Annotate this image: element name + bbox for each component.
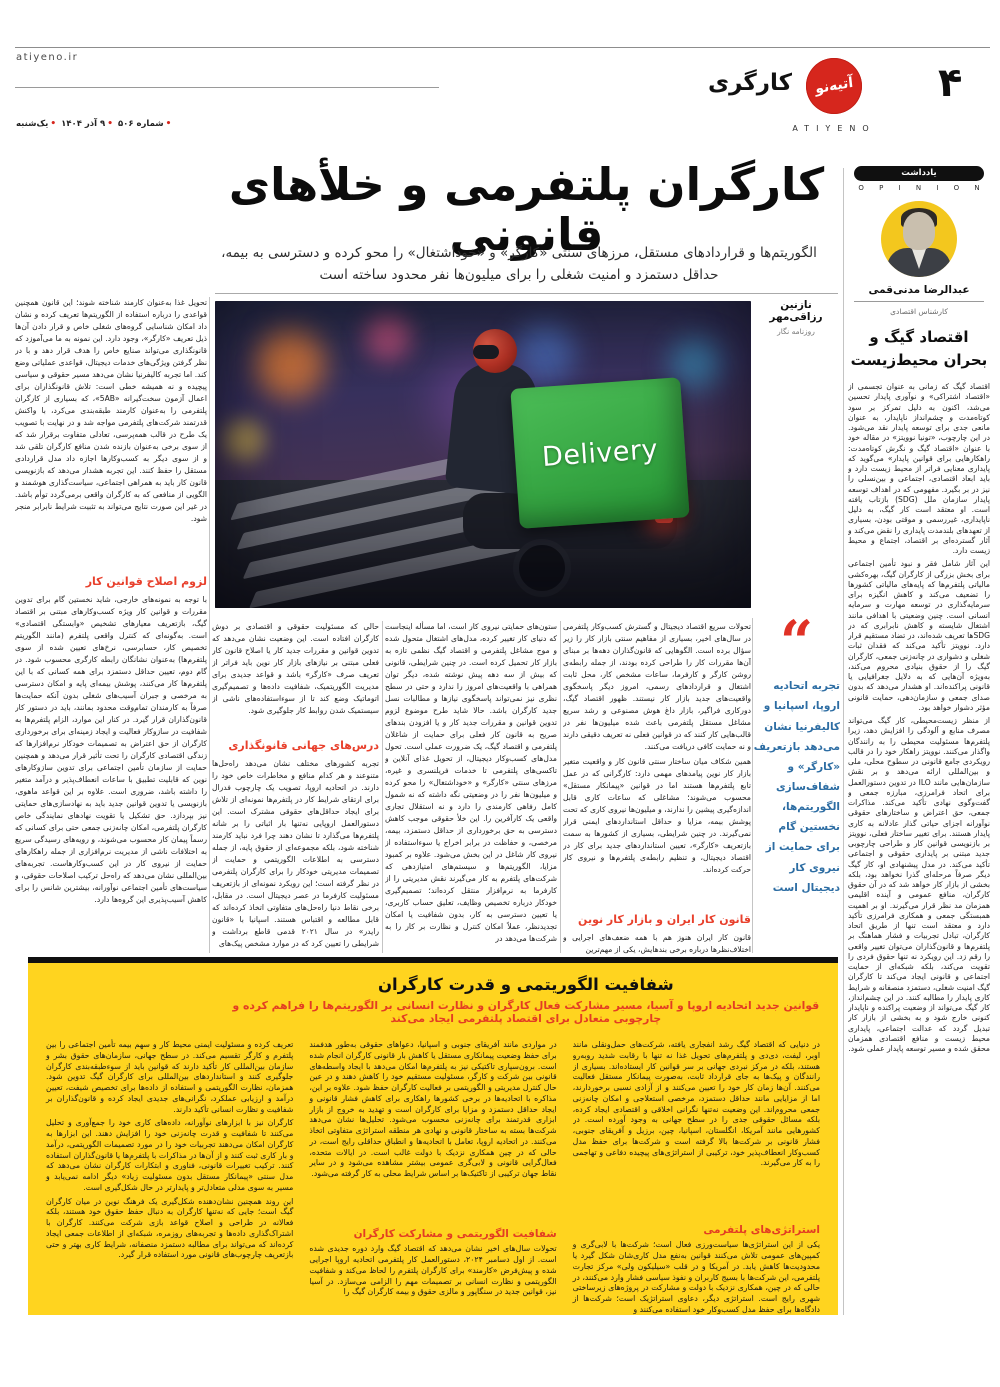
- opinion-sidebar: [848, 166, 990, 1280]
- opinion-badge: یادداشت: [854, 166, 984, 181]
- section-heading-global-lessons: درس‌های جهانی قانونگذاری: [228, 739, 379, 752]
- paragraph: کارگران نیز با ابزارهای نوآورانه، داده‌های کاری خود را جمع‌آوری و تحلیل می‌کنند تا شفافیت و قدرت چانه‌زنی خود را افزایش دهند. این ابزارها به کارگران امکان می‌دهند تجربیات خود را در مورد تصمیمات الگوریتمی، درآمد و بار کاری ثبت کنند و از آن‌ها در مذاکرات با پلتفرم‌ها یا قانون‌گذاران استفاده کنند. ترکیب تغییرات قانونی، فناوری و ابتکارات کارگران نشان می‌دهد که مدل سنتی «پیمانکار مستقل بدون مسئولیت زیاد» دیگر ادامه نمی‌یابد و مسیر به سوی مدلی متعادل‌تر و پایدارتر در حال شکل‌گیری است.: [46, 1118, 294, 1192]
- feature-box: [28, 957, 838, 1315]
- subheadline: الگوریتم‌ها و قراردادهای مستقل، مرزهای سنتی «کارگر» و «خوداشتغال» را محو کرده و دسترسی به بیمه، حداقل دستمزد و امنیت شغلی را برای میلیون‌ها نفر محدود ساخته است: [221, 245, 817, 283]
- paragraph: تحولات سریع اقتصاد دیجیتال و گسترش کسب‌وکار پلتفرمی در سال‌های اخیر، بسیاری از مفاهیم سنتی بازار کار را زیر سؤال برده است. الگوهایی که قانون‌گذاران دهه‌ها بر مبنای آن‌ها مقررات کار را طراحی کرده بودند، از جمله رابطه‌ی روشن کارگر و کارفرما، ساعات مشخص کار، محل ثابت اشتغال و قراردادهای رسمی، امروز دیگر پاسخگوی واقعیت‌های جدید بازار کار نیستند. ظهور اقتصاد گیگ، دورکاری فراگیر، بازار داغ هوش مصنوعی و رشد سریع مشاغل مستقل پلتفرمی باعث شده میلیون‌ها نفر در قالب‌هایی کار کنند که در قوانین فعلی نه تعریف دقیقی دارند و نه حمایت کافی دریافت می‌کنند.: [563, 622, 751, 751]
- quote-mark-icon: “: [779, 608, 814, 676]
- column-paragraphs: [309, 1040, 556, 1222]
- logo-text: آتیه‌نو: [814, 74, 854, 98]
- feature-subtitle: قوانین جدید اتحادیه اروپا و آسیا، مسیر مشارکت فعال کارگران و نظارت انسانی بر الگوریتم‌ها را فراهم کرده و چارچوبی متعادل برای اقتصاد پلتفرمی ایجاد می‌کند: [232, 999, 820, 1025]
- body-column-2: [385, 621, 557, 955]
- paragraph: این آثار شامل فقر و نبود تأمین اجتماعی برای بخش بزرگی از کارگران گیگ، بهره‌کشی مالیاتی پلتفرم‌ها که پایه‌های مالیاتی کشورها را تضعیف می‌کند و کاهش انگیزه برای سرمایه‌گذاری در توسعه مهارت و سرمایه انسانی است. چنین وضعیتی با اهدافی مانند اشتغال شایسته و کاهش نابرابری که در SDGها تعریف شده‌اند، در تضاد مستقیم قرار دارد. نوویتز تأکید می‌کند که فقدان ثبات شغلی و دشواری در چانه‌زنی جمعی، کارگران گیگ را از حقوق بنیادی محروم می‌کند، به‌ویژه آن‌هایی که به دلایل جغرافیایی یا قانونی پراکنده‌اند. او هشدار می‌دهد که بدون صدای جمعی و سازمان‌دهی، حمایت قانونی مؤثر دشوار خواهد بود.: [848, 559, 990, 712]
- paragraph: در دنیایی که اقتصاد گیگ رشد انفجاری یافته، شرکت‌های حمل‌ونقلی مانند اوبر، لیفت، دی‌دی و پلتفرم‌های تحویل غذا نه تنها با رقابت شدید روبه‌رو هستند، بلکه در مرکز نبردی جهانی بر سر قوانین کار ایستاده‌اند. بسیاری از رانندگان و پیک‌ها به جای قرارداد ثابت، به‌صورت پیمانکار مستقل فعالیت می‌کنند. آن‌ها زمان کار خود را تعیین می‌کنند و از آزادی نسبی برخوردارند، اما از مزایایی مانند حداقل دستمزد، مرخصی استعلاجی و امکان چانه‌زنی جمعی محروم‌اند. این وضعیت نه‌تنها نگرانی اخلاقی و اقتصادی ایجاد کرده، بلکه مسائل حقوقی جدی را در سطح جهانی به وجود آورده است. در کشورهایی مانند آمریکا، انگلستان، اسپانیا، چین، برزیل و آفریقای جنوبی، فشار قانونی بر شرکت‌ها بالا گرفته است و شرکت‌ها برای حفظ مدل کسب‌وکار انعطاف‌پذیر خود، ترکیبی از استراتژی‌های پیچیده دفاعی و تهاجمی را به کار می‌گیرند.: [572, 1040, 820, 1168]
- column-rule: [560, 621, 561, 953]
- column-paragraphs: [212, 621, 379, 731]
- paragraph: از منظر زیست‌محیطی، کار گیگ می‌تواند مصرف منابع و آلودگی را افزایش دهد، زیرا پلتفرم‌ها مسئولیت محیطی را به رانندگان واگذار می‌کنند. نوویتز راهکار خود را در قالب رویکردی جامع قانونی در سطوح محلی، ملی و بین‌المللی ارائه می‌دهد و بر نقش سازمان‌هایی مانند ILO در تدوین دستورالعمل برای اتحاد فرامرزی، مبارزه جمعی و گفت‌وگوی نهادی تأکید می‌کند. مذاکرات جمعی، حق اعتراض و ساختارهای حقوقی نوآورانه اجزای حیاتی گذار عادلانه به کاری پایدار هستند. برای تغییر ساختار فعلی، نوویتز بر بازنویسی قوانین کار و طراحی چارچوبی جدید مبتنی بر پایداری حقوقی و اجتماعی تأکید می‌کند. در مدل پیشنهادی او، کار گیگ دیگر صرفاً مرحله‌ای گذرا نخواهد بود، بلکه بخشی از بازار کار خواهد شد که در آن حقوق کارگران، منافع عمومی و آینده اقلیمی همزمان مد نظر قرار می‌گیرند. او بر اهمیت همبستگی جمعی و همکاری فرامرزی تأکید دارد و معتقد است تنها از طریق اتحاد کارگران، تبادل تجربیات و فشار هماهنگ بر پلتفرم‌ها و قانون‌گذاران می‌توان تغییر واقعی را رقم زد. این رویکرد نه تنها حقوق فردی را تقویت می‌کند، بلکه شبکه‌ای از حمایت اجتماعی و قانونی ایجاد می‌کند تا کارگران گیگ امنیت شغلی، دستمزد منصفانه و شرایط کاری پایدار را مطالبه کنند. در این چشم‌انداز، کار گیگ می‌تواند از وضعیت پراکنده و ناپایدار کنونی خارج شود و به بخشی از بازار کار تبدیل گردد که عدالت اجتماعی، پایداری محیط زیست و منافع اقتصادی همزمان محقق شده و مسیر توسعه پایدار عملی شود.: [848, 716, 990, 1053]
- body-column-1: [563, 621, 751, 955]
- paragraph: همین شکاف میان ساختار سنتی قانون کار و واقعیت متغیر بازار کار نوین پیامدهای مهمی دارد: کارگرانی که در عمل تابع پلتفرم‌ها هستند اما در قوانین «پیمانکار مستقل» محسوب می‌شوند؛ مشاغلی که ساعات کاری قابل اندازه‌گیری پیشین را ندارند، و میلیون‌ها نیروی کاری که تحت پوشش بیمه، مزایا و حداقل استانداردهای ایمنی قرار نمی‌گیرند. در چنین شرایطی، بسیاری از کشورها به سمت بازتعریف «کارگر»، تعیین استانداردهای جدید برای کار در اقتصاد دیجیتال، و تنظیم رابطه‌ی پلتفرم‌ها و نیروی کار حرکت کرده‌اند.: [563, 756, 751, 874]
- paragraph: تجربه کشورهای مختلف نشان می‌دهد راه‌حل‌ها متنوعند و هر کدام منافع و مخاطرات خاص خود را دارند. در اتحادیه اروپا، تصویب یک چارچوب فدرال برای ارتقای شرایط کار در پلتفرم‌ها نمونه‌ای از تلاش برای ایجاد حداقل‌های حقوقی مشترک است. این دستورالعمل اروپایی نه‌تنها بار اثباتی را بر شانه پلتفرم‌ها می‌گذارد تا نشان دهند چرا فرد نباید کارمند شناخته شود، بلکه مجموعه‌ای از حقوق پایه، از جمله دسترسی به اطلاعات الگوریتمی و حمایت از تصمیمات مدیریتی خودکار را برای کارگران پلتفرمی در نظر گرفته است؛ این رویکرد نمونه‌ای از بازتعریف مسئولیت کارفرما در عصر دیجیتال است. در مقابل، برخی نقاط دنیا راه‌حل‌های متفاوتی اتخاذ کرده‌اند که قابل مطالعه و اقتباس هستند. اسپانیا با «قانون رایدر» در سال ۲۰۲۱ قدمی قاطع برداشت و شرایطی را تعیین کرد که در موارد مشخص پیک‌های: [212, 759, 379, 949]
- sidebar-rule: [843, 168, 844, 1315]
- opinion-title: اقتصاد گیگ و بحران محیط‌زیست: [850, 328, 988, 369]
- paragraph: حالی که مسئولیت حقوقی و اقتصادی بر دوش کارگران افتاده است. این وضعیت نشان می‌دهد که تدوین قوانین و مقررات جدید کار یا اصلاح قانون کار فعلی مبتنی بر نیازهای بازار کار نوین باید فراتر از تعریف صرف «کارگر» باشد و قواعد جدیدی برای مدیریت الگوریتمیک، شفافیت داده‌ها و تصمیم‌گیری اتوماتیک وضع کند تا از سوءاستفاده‌های ناشی از سیستمیک شدن روابط کار جلوگیری شود.: [212, 622, 379, 715]
- article-photo-delivery-rider: [215, 301, 751, 608]
- date-line: [16, 119, 171, 129]
- opinion-author-role: کارشناس اقتصادی: [890, 307, 948, 316]
- headline-rule: [215, 293, 838, 294]
- paragraph: تحویل غذا به‌عنوان کارمند شناخته شوند؛ این قانون همچنین قواعدی را درباره استفاده از الگوریتم‌ها تعریف کرده و نشان داد امکان شناسایی گروه‌های شغلی خاص و قرار دادن آن‌ها ذیل تعریف «کارگر»، وجود دارد. این نمونه به ما می‌آموزد که قانونگذاری می‌تواند صنایع خاص را هدف قرار دهد و با در نظر گرفتن ویژگی‌های خدمات دیجیتال، قواعدی عملیاتی وضع کند. اما تجربه کالیفرنیا نشان می‌دهد مسیر حقوقی و سیاسی پیچیده و نه همیشه خطی است: تلاش قانونگذاران برای اعمال آزمون سخت‌گیرانه «5AB»، که بسیاری از کارگران پلتفرمی را به‌عنوان کارمند طبقه‌بندی می‌کرد، با واکنش قدرتمند شرکت‌های پلتفرمی مواجه شد و در نهایت با تصویب یک طرح در قالب همه‌پرسی، تعادلی متفاوت برقرار شد که از سوی برخی به‌عنوان بازنده شدن منافع کارگران تلقی شد و از سوی دیگر به کسب‌وکارها اجازه داد مدل قراردادی مستقل را حفظ کنند. این تجربه هشدار می‌دهد که بازنویسی قانون کار باید به همراهی اجتماعی، سیاست‌گذاری هوشمند و الگویی از منافعی که به کارگران واقعی برمی‌گردد توأم باشد. در غیر این صورت نتایج می‌تواند به تثبیت شرایط نابرابر منجر شود.: [15, 298, 207, 523]
- issue-number: • شماره ۵۰۶: [118, 119, 171, 129]
- author-avatar: [881, 201, 957, 277]
- feature-heading-platform-strategies: استراتژی‌های پلتفرمی: [703, 1224, 820, 1236]
- avatar-face: [903, 212, 935, 250]
- section-heading-law-reform: لزوم اصلاح قوانین کار: [85, 575, 207, 588]
- delivery-box-label: Delivery: [541, 433, 659, 473]
- paragraph: یکی از این استراتژی‌ها سیاست‌ورزی فعال است؛ شرکت‌ها با لابی‌گری و کمپین‌های عمومی تلاش می‌کنند قوانین به‌نفع مدل کاری‌شان شکل گیرد یا محدودیت‌ها کاهش یابد. در آمریکا و در قلب «سیلیکون ولی» مرکز تجارت پلتفرمی، این شرکت‌ها با بسیج کاربران و نفوذ سیاسی فشار وارد می‌کنند، در حالی که در چین، همکاری نزدیک با دولت و مشارکت در پروژه‌های زیرساختی شهری رایج است. استراتژی دیگر، دعاوی استراتژیک است؛ شرکت‌ها از دادگاه‌ها برای حفظ مدل کسب‌وکار خود استفاده می‌کنند و: [572, 1240, 820, 1314]
- photo-vignette: [215, 301, 751, 608]
- feature-heading-algorithmic-transparency: شفافیت الگوریتمی و مشارکت کارگران: [353, 1228, 557, 1240]
- newspaper-logo: [806, 58, 862, 114]
- feature-column-2: [309, 1040, 556, 1315]
- body-column-4: [15, 297, 207, 955]
- column-rule: [382, 621, 383, 953]
- column-paragraphs: [573, 1040, 820, 1218]
- feature-title: شفافیت الگوریتمی و قدرت کارگران: [377, 975, 674, 994]
- paragraph: با توجه به نمونه‌های خارجی، شاید نخستین گام برای تدوین مقررات و قوانین کار ویژه کسب‌وکارهای مبتنی بر اقتصاد گیگ، بازتعریف معیارهای تشخیص «وابستگی اقتصادی» است. به‌گونه‌ای که کنترل واقعی پلتفرم (مانند الگوریتم تخصیص کار، حسابرسی، نرخ‌های تعیین شده از سوی پلتفرم‌ها) به‌عنوان نشانگان رابطه کارگری محسوب شود. در گام دوم، تعیین حداقل دستمزد برای همه کسانی که با این پلتفرم‌ها کار می‌کنند، پوشش بیمه‌ای پایه و امکان دسترسی به مرخصی و جبران آسیب‌های شغلی بدون آنکه حمایت‌ها صرفاً به کارمندان تمام‌وقت محدود بمانند، باید در دستور کار قانون‌گذاران قرار گیرد. در کنار این موارد، الزام پلتفرم‌ها به شفافیت در سازوکار فعالیت و ایجاد زمینه‌ای برای برخورداری کارگران از حق اعتراض به تصمیمات خودکار نرم‌افزارها که زندگی اقتصادی کارگران را تحت تأثیر قرار می‌دهد و همچنین حمایت از سازمان تأمین اجتماعی برای تدوین سازوکارهای نوین که قابلیت تطبیق با ساعات انعطاف‌پذیر و درآمد متغیر را داشته باشد، ضروری است. علاوه بر این قواعد ماهوی، بازنویسی یا تدوین قوانین جدید باید به نهادسازی‌های حمایتی نیز بپردازد. حق تشکیل یا تقویت نهادهای نمایندگی خاص کارگران پلتفرمی، امکان چانه‌زنی جمعی حتی برای کسانی که رسماً پیمان کار محسوب می‌شوند، و رویه‌های رسیدگی سریع به اختلافات ناشی از مدیریت نرم‌افزاری از جمله راهکارهای حمایت از نیروی کار در این کسب‌وکارهاست. تجربه‌های بین‌المللی نشان می‌دهد که راه‌حل ترکیب اصلاحات حقوقی، و سیاست‌های تأمین اجتماعی نوآورانه، بیشترین شانس را برای کاهش آسیب‌پذیری این گروه‌ها دارد.: [15, 595, 207, 904]
- column-rule: [752, 618, 753, 953]
- body-column-3: [212, 621, 379, 955]
- page-number: ۴: [938, 60, 963, 106]
- date-weekday: • یک‌شنبه: [16, 119, 56, 129]
- byline: [752, 299, 840, 336]
- paragraph: تحولات سال‌های اخیر نشان می‌دهد که اقتصاد گیگ وارد دوره جدیدی شده است. از اول دسامبر ۲۰۲۴، دستورالعمل کار پلتفرمی اتحادیه اروپا اجرایی شده و پیش‌فرض «کارمند» برای کارگران پلتفرم را لحاظ می‌کند و شفافیت الگوریتمی و نظارت انسانی بر تصمیمات مهم را الزامی می‌سازد. در آسیا نیز، قوانین جدید در سنگاپور و مالزی حقوق و بیمه کارگران گیگ را: [309, 1244, 557, 1297]
- byline-author: نازنین رزاقی‌مهر: [769, 299, 823, 323]
- header-top-rule: [15, 47, 990, 48]
- paragraph: قانون کار ایران هنوز هم با همه ضعف‌های اجرایی و اختلاف‌نظرها درباره برخی بندهایش، یکی از مهم‌ترین: [563, 933, 751, 955]
- paragraph: تعریف کرده و مسئولیت ایمنی محیط کار و سهم بیمه تأمین اجتماعی را بین پلتفرم و کارگر تقسیم می‌کند. در سطح جهانی، سازمان‌های حقوق بشر و سازمان بین‌المللی کار تأکید دارند که قوانین باید از سوءطبقه‌بندی کارگران جلوگیری کنند و استانداردهای بین‌المللی برای کارگران گیگ تدوین شود. همزمان، نظارت الگوریتمی و استفاده از داده‌ها برای تخصیص شیفت، تعیین درآمد و ارزیابی عملکرد، نگرانی‌های جدیدی ایجاد کرده و قانون‌گذاران بر شفافیت و نظارت انسانی تأکید دارند.: [46, 1040, 294, 1114]
- logo-latin-wordmark: ATIYENO: [792, 124, 876, 133]
- paragraph: این روند همچنین نشان‌دهنده شکل‌گیری یک فرهنگ نوین در میان کارگران گیگ است؛ جایی که نه‌تنها کارگران به دنبال حفظ حقوق خود هستند، بلکه فعالانه در طراحی و اصلاح قواعد بازی شرکت می‌کنند. کارگران با اشتراک‌گذاری داده‌ها و تجربه‌های روزمره، شبکه‌ای از اطلاعات جمعی ایجاد کرده‌اند که می‌تواند برای مطالبه دستمزد منصفانه، شرایط کاری بهتر و حتی بازتعریف چارچوب‌های قانونی مورد استفاده قرار گیرد.: [46, 1196, 294, 1260]
- paragraph: ستون‌های حمایتی نیروی کار است، اما مسأله اینجاست که دنیای کار تغییر کرده، مدل‌های اشتغال متحول شده و موج مشاغل پلتفرمی و اقتصاد گیگ نظمی تازه به بازار کار تحمیل کرده است. در چنین شرایطی، قانونی که بیش از سه دهه پیش نوشته شده، دیگر توان همراهی با واقعیت‌های امروز را ندارد و حتی در سطح نظری نیز نمی‌تواند پاسخگوی نیازها و مطالبات نسل جدید کارگران باشد. حالا شاید طرح موضوع لزوم تدوین قوانین و مقررات جدید کار و یا افزودن بندهای صریح به قانون کار فعلی برای حمایت از شاغلان پلتفرمی و اقتصاد گیگ، یک ضرورت عملی است. تحول مدل‌های کسب‌وکار دیجیتال، از تحویل غذای آنلاین و تاکسی‌های پلتفرمی تا خدمات فریلنسری و غیره، مرزهای سنتی «کارگر» و «خوداشتغال» را محو کرده و میلیون‌ها نفر را در وضعیتی نگه داشته که نه شمول کامل رفاهی کارمندی را دارد و نه استقلال تجاری واقعی یک کارآفرین را. این خلأ حقوقی موجب کاهش دسترسی به حق برخورداری از حداقل دستمزد، بیمه، مرخصی، و حفاظت در برابر اخراج یا سوءاستفاده از نیروی کار شاغل در این بخش می‌شود. علاوه بر کمبود مزایا، الگوریتم‌ها و سیستم‌های امتیازدهی که شرکت‌های پلتفرم به کار می‌گیرند نقش مدیریتی را از کارفرما به نرم‌افزار منتقل کرده‌اند؛ تصمیم‌گیری خودکار درباره تخصیص وظایف، تعلیق حساب کاربری، یا تعیین دسترسی به کار، بدون شفافیت یا امکان تجدیدنظر، عملاً امکان کنترل و نظارت بر کار را به شرکت‌ها می‌دهد در: [385, 622, 557, 943]
- opinion-author: عبدالرضا مدنی‌قمی: [868, 284, 970, 296]
- site-url: atiyeno.ir: [16, 52, 79, 63]
- header-left-rule: [15, 87, 439, 88]
- opinion-body: [848, 382, 990, 1280]
- section-heading-iran-labor-law: قانون کار ایران و بازار کار نوین: [578, 913, 751, 926]
- paragraph: در مواردی مانند آفریقای جنوبی و اسپانیا، دعواهای حقوقی به‌طور هدفمند برای حفظ وضعیت پیمانکاری مستقل یا کاهش بار قانونی کارگران انجام شده است. برون‌سپاری تاکتیکی نیز به پلتفرم‌ها امکان می‌دهد با ایجاد واسطه‌های قانونی بین شرکت و کارگر، مسئولیت مستقیم خود را کاهش دهند و در عین حال کنترل مدیریتی و الگوریتمی بر فعالیت کارگران حفظ شود. علاوه بر این، مذاکره با اتحادیه‌ها در برخی کشورها راهکاری برای کاهش فشار قانونی و ایجاد حداقل دستمزد و مزایا برای کارگران است و تهدید به خروج از بازار ابزاری قدرتمند برای چانه‌زنی محسوب می‌شود. تحلیل‌ها نشان می‌دهد شرکت‌ها بسته به ساختار قانونی و نهادی هر منطقه استراتژی متفاوتی اتخاذ می‌کنند. در اتحادیه اروپا، تعامل با اتحادیه‌ها و انطباق حداقلی رایج است، در حالی که در چین همکاری نزدیک با دولت غالب است. در ایالات متحده، فعال‌گرایی قانونی و لابی‌گری عمومی بیشتر مشاهده می‌شود و در سایر نقاط جهان ترکیبی از تاکتیک‌ها بر اساس شرایط محلی به کار گرفته می‌شود.: [309, 1040, 557, 1178]
- feature-columns: [46, 1040, 820, 1315]
- opinion-badge-latin: O P I N I O N: [858, 184, 987, 192]
- feature-column-3: [46, 1040, 293, 1315]
- opinion-rule: [854, 301, 984, 302]
- byline-role: روزنامه نگار: [777, 327, 815, 336]
- section-title: کارگری: [707, 70, 792, 96]
- column-paragraphs: [15, 297, 207, 567]
- column-rule: [209, 297, 210, 953]
- paragraph: اقتصاد گیگ که زمانی به عنوان تجسمی از «اقتصاد اشتراکی» و نوآوری پایدار تحسین می‌شد، اکنون به دلیل تمرکز بر سود کوتاه‌مدت و چشم‌انداز ناپایدار، به عنوان مانعی جدی برای توسعه پایدار نقد می‌شود. در این چارچوب، «تونیا نوویتز» در مقاله خود با عنوان «اقتصاد گیگ و نگرش کوتاه‌مدت: راهکارهایی برای قوانین پایدار» می‌گوید که پایداری معنایی فراتر از محیط زیست دارد و باید ابعاد اقتصادی، اجتماعی و بین‌نسلی را نیز در بر بگیرد. مفهومی که در اهداف توسعه پایدار سازمان ملل (SDG) بازتاب یافته است. او معتقد است کار گیگ، به دلیل ناپایداری، غیررسمی و موقتی بودن، بسیاری از تعهدهای بلندمدت پایداری را نقض می‌کند و آثار گسترده‌ای بر اقتصاد، اجتماع و محیط زیست دارد.: [848, 382, 990, 555]
- feature-column-1: [573, 1040, 820, 1315]
- pull-quote: [753, 608, 840, 898]
- feature-header: [232, 975, 820, 1025]
- pull-quote-text: تجربه اتحادیه اروپا، اسپانیا و کالیفرنیا نشان می‌دهد بازتعریف «کارگر» و شفاف‌سازی الگوریتم‌ها، نخستین گام برای حمایت از نیروی کار دیجیتال است: [753, 680, 840, 894]
- main-headline: کارگران پلتفرمی و خلأهای قانونی: [228, 158, 825, 261]
- date-value: • ۹ آذر ۱۴۰۴: [61, 119, 113, 129]
- column-paragraphs: [563, 621, 751, 905]
